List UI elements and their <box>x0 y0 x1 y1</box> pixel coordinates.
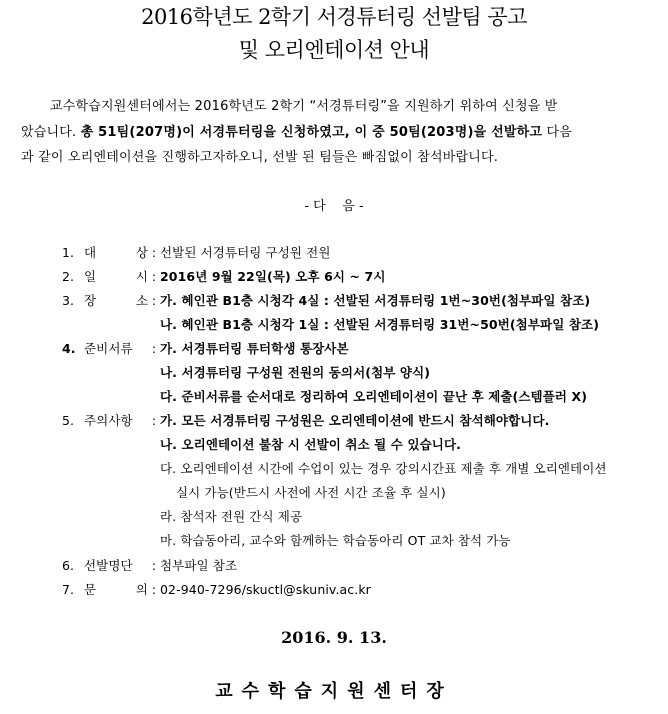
item-notes-line5: 라. 참석자 전원 간식 제공 <box>160 509 303 524</box>
section-heading: - 다 음 - <box>304 199 364 214</box>
item-notes-line3: 다. 오리엔테이션 시간에 수업이 있는 경우 강의시간표 제출 후 개별 오리엔테이션 <box>160 461 607 476</box>
item-number: 7. <box>62 582 75 597</box>
item-number: 5. <box>62 413 75 428</box>
item-number: 4. <box>62 341 76 356</box>
intro-line-2 <box>21 124 572 142</box>
item-notes-line2: 나. 오리엔테이션 불참 시 선발이 취소 될 수 있습니다. <box>160 437 461 452</box>
item-location-line2: 나. 혜인관 B1층 시청각 1실 : 선발된 서경튜터링 31번~50번(첨부파일 참조) <box>160 317 600 332</box>
item-value: 가. 혜인관 B1층 시청각 4실 : 선발된 서경튜터링 1번~30번(첨부파일 참조) <box>160 293 591 308</box>
item-number: 6. <box>62 558 75 573</box>
item-contact: 7. 문 의 : 02-940-7296/skuctl@skuniv.ac.kr <box>62 582 371 597</box>
notice-date: 2016. 9. 13. <box>281 628 387 647</box>
intro-line-2-end: 다음 <box>542 125 572 140</box>
item-value: 2016년 9월 22일(목) 오후 6시 ~ 7시 <box>160 269 386 284</box>
item-value: 가. 서경튜터링 튜터학생 통장사본 <box>160 341 349 356</box>
item-documents: 4. 준비서류 : 가. 서경튜터링 튜터학생 통장사본 <box>62 341 349 356</box>
item-selection-list: 6. 선발명단 : 첨부파일 참조 <box>62 558 238 573</box>
item-value: 가. 모든 서경튜터링 구성원은 오리엔테이션에 반드시 참석해야합니다. <box>160 413 550 428</box>
item-notes-line6: 마. 학습동아리, 교수와 함께하는 학습동아리 OT 교차 참석 가능 <box>160 533 511 548</box>
signature: 교수학습지원센터장 <box>215 681 453 702</box>
item-documents-line3: 다. 준비서류를 순서대로 정리하여 오리엔테이션이 끝난 후 제출(스템플러 X) <box>160 389 588 404</box>
item-label: 문 의 <box>84 582 148 597</box>
item-label: 대 상 <box>84 245 148 260</box>
item-location: 3. 장 소 : 가. 혜인관 B1층 시청각 4실 : 선발된 서경튜터링 1번~30번(첨부파일 참조) <box>62 293 591 308</box>
item-notes-line4: 실시 가능(반드시 사전에 사전 시간 조율 후 실시) <box>176 485 446 500</box>
item-label: 장 소 <box>84 293 148 308</box>
contact-value[interactable]: 02-940-7296/skuctl@skuniv.ac.kr <box>160 582 371 597</box>
intro-line-2-highlight: 총 51팀(207명)이 서경튜터링을 신청하였고, 이 중 50팀(203명)을 선발하고 <box>80 125 543 140</box>
item-datetime: 2. 일 시 : 2016년 9월 22일(목) 오후 6시 ~ 7시 <box>62 269 386 284</box>
item-target: 1. 대 상 : 선발된 서경튜터링 구성원 전원 <box>62 245 331 260</box>
notice-title-line2: 및 오리엔테이션 안내 <box>238 38 430 62</box>
item-number: 2. <box>62 269 75 284</box>
item-label: 준비서류 <box>84 341 133 356</box>
item-label: 선발명단 <box>84 558 133 573</box>
item-number: 1. <box>62 245 75 260</box>
intro-line-3: 과 같이 오리엔테이션을 진행하고자하오니, 선발 된 팀들은 빠짐없이 참석바랍니다. <box>21 150 499 165</box>
item-number: 3. <box>62 293 75 308</box>
item-documents-line2: 나. 서경튜터링 구성원 전원의 동의서(첨부 양식) <box>160 365 431 380</box>
item-notes: 5. 주의사항 : 가. 모든 서경튜터링 구성원은 오리엔테이션에 반드시 참석해야합니다. <box>62 413 550 428</box>
item-value: 첨부파일 참조 <box>160 558 238 573</box>
item-value: 선발된 서경튜터링 구성원 전원 <box>160 245 331 260</box>
intro-line-2-start: 았습니다. <box>21 125 81 140</box>
item-label: 주의사항 <box>84 413 133 428</box>
item-label: 일 시 <box>84 269 148 284</box>
intro-line-1: 교수학습지원센터에서는 2016학년도 2학기 “서경튜터링”을 지원하기 위하여 신청을 받 <box>50 99 558 114</box>
notice-title-line1: 2016학년도 2학기 서경튜터링 선발팀 공고 <box>141 5 527 29</box>
